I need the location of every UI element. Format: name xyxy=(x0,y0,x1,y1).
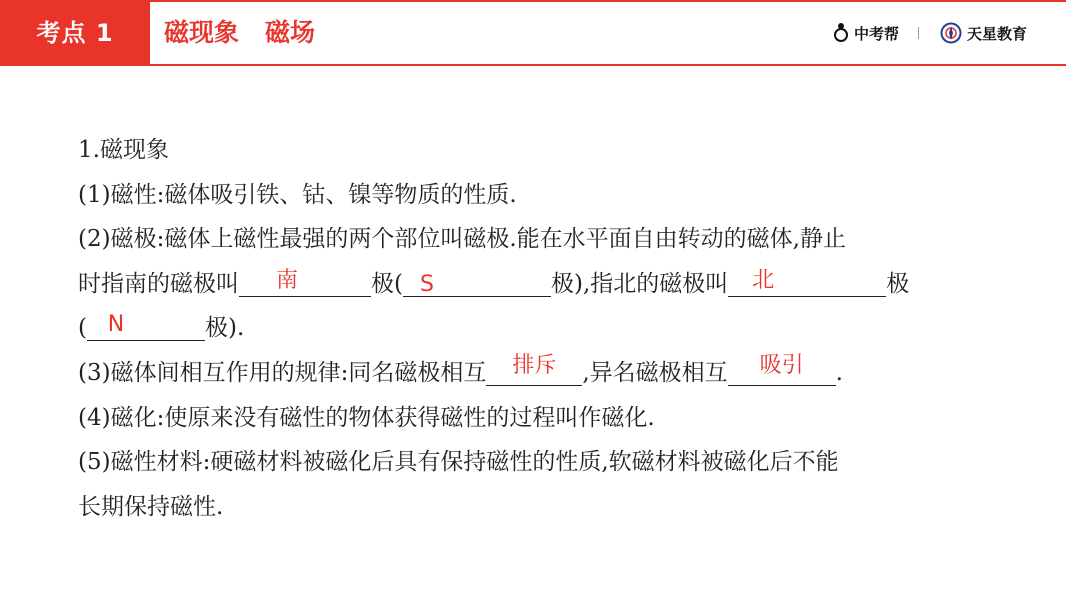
text: 极). xyxy=(204,315,245,342)
para-1: (1)磁性:磁体吸引铁、钴、镍等物质的性质. xyxy=(78,181,517,208)
page-title xyxy=(164,0,341,66)
para-4: (4)磁化:使原来没有磁性的物体获得磁性的过程叫作磁化. xyxy=(78,404,655,431)
answer-blank-4 xyxy=(87,310,205,341)
header-bar xyxy=(0,0,1066,66)
para-3 xyxy=(78,351,998,396)
answer-3: 北 xyxy=(752,267,775,293)
para-2-line-2 xyxy=(78,262,998,307)
answer-5: 排斥 xyxy=(512,352,557,378)
para-2-line-3 xyxy=(78,306,998,351)
text: 极),指北的磁极叫 xyxy=(550,270,729,297)
answer-1: 南 xyxy=(275,267,298,293)
text: ( xyxy=(78,315,87,342)
content-body xyxy=(78,128,998,529)
para-5-line-2: 长期保持磁性. xyxy=(78,493,224,520)
brand-separator xyxy=(918,27,919,39)
answer-2: S xyxy=(420,271,434,297)
brand-tianxing xyxy=(940,18,1027,48)
text: (3)磁体间相互作用的规律:同名磁极相互 xyxy=(78,359,487,386)
text: 极 xyxy=(886,270,910,297)
answer-blank-2 xyxy=(403,266,551,297)
title-part-2: 磁场 xyxy=(265,18,316,47)
answer-4: N xyxy=(107,312,125,338)
section-label: 考点 1 xyxy=(0,0,150,66)
text: 时指南的磁极叫 xyxy=(78,270,239,297)
brand2-label: 天星教育 xyxy=(967,24,1028,43)
heading: 1.磁现象 xyxy=(78,137,169,163)
title-part-1: 磁现象 xyxy=(164,18,240,47)
text: ,异名磁极相互 xyxy=(582,359,728,386)
brand1-label: 中考帮 xyxy=(854,24,900,43)
answer-blank-5 xyxy=(486,352,582,386)
bulb-logo-icon xyxy=(834,22,848,44)
text: . xyxy=(835,359,843,386)
brand-zhongkaobang xyxy=(834,18,899,48)
para-2-line-1: (2)磁极:磁体上磁性最强的两个部位叫磁极.能在水平面自由转动的磁体,静止 xyxy=(78,226,846,253)
para-5-line-1: (5)磁性材料:硬磁材料被磁化后具有保持磁性的性质,软磁材料被磁化后不能 xyxy=(78,449,839,476)
tianxing-logo-icon xyxy=(940,22,962,44)
answer-blank-6 xyxy=(728,352,836,386)
text: 极( xyxy=(371,270,403,297)
answer-6: 吸引 xyxy=(759,352,804,378)
answer-blank-3 xyxy=(728,266,886,297)
answer-blank-1 xyxy=(239,266,371,297)
